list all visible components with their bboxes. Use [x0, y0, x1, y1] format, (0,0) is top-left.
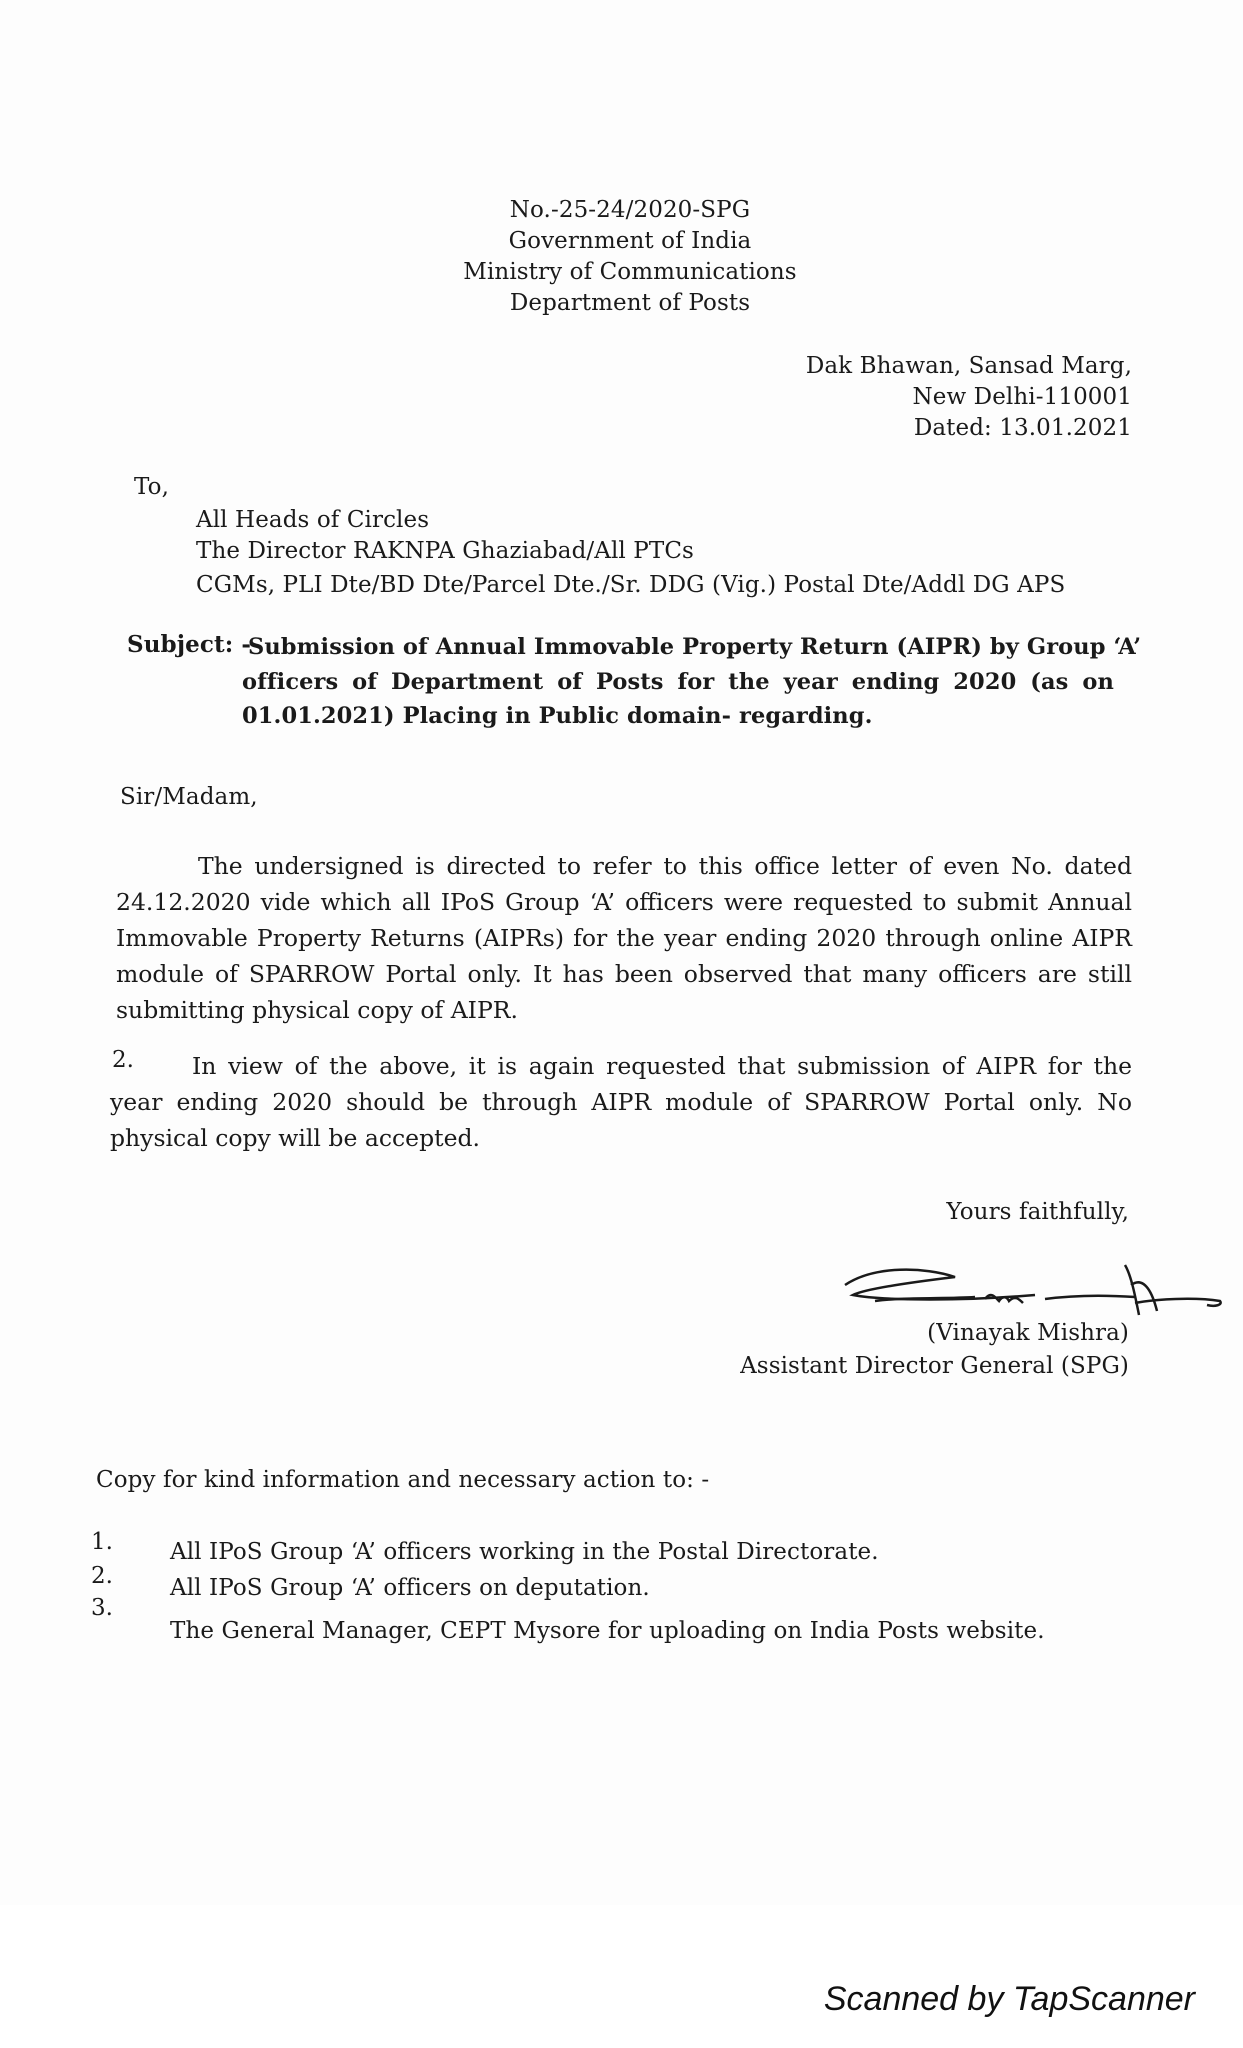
scanner-watermark: Scanned by TapScanner — [823, 1980, 1195, 2018]
subject-line: 01.01.2021) Placing in Public domain- regarding. — [242, 703, 873, 729]
body-paragraph-1-text: The undersigned is directed to refer to this office letter of even No. dated 24.12.2020 vide which all IPoS Group ‘A’ officers were requested to submit Annual Immovable Property Returns (AIPRs) for the year ending 2020 through online AIPR module of SPARROW Portal only. It has been observed that many officers are still submitting physical copy of AIPR. — [116, 852, 1132, 1024]
copy-item-number: 2. — [91, 1563, 113, 1589]
header-department: Department of Posts — [509, 290, 751, 316]
recipient: All Heads of Circles — [196, 507, 430, 533]
paragraph-number: 2. — [112, 1047, 134, 1073]
address-line-1: Dak Bhawan, Sansad Marg, — [805, 353, 1132, 379]
signatory-name: (Vinayak Mishra) — [927, 1320, 1129, 1346]
salutation: Sir/Madam, — [120, 784, 258, 810]
address-line-2: New Delhi-110001 — [912, 384, 1132, 410]
header-government: Government of India — [508, 228, 752, 254]
signatory-designation: Assistant Director General (SPG) — [740, 1353, 1129, 1379]
recipient: CGMs, PLI Dte/BD Dte/Parcel Dte./Sr. DDG (Vig.) Postal Dte/Addl DG APS — [196, 572, 1066, 598]
body-paragraph-2 — [110, 1048, 1132, 1156]
recipient: The Director RAKNPA Ghaziabad/All PTCs — [196, 538, 694, 564]
to-label: To, — [134, 474, 170, 500]
header-ministry: Ministry of Communications — [463, 259, 797, 285]
file-number: No.-25-24/2020-SPG — [509, 197, 751, 223]
letter-date: Dated: 13.01.2021 — [913, 415, 1132, 441]
subject-line: officers of Department of Posts for the year ending 2020 (as on — [242, 669, 1114, 695]
footer-bar — [0, 1905, 1243, 2048]
subject-label: Subject: - — [127, 631, 252, 658]
copy-item-number: 1. — [91, 1529, 113, 1555]
copy-item: The General Manager, CEPT Mysore for uploading on India Posts website. — [170, 1618, 1045, 1644]
copy-item-number: 3. — [91, 1595, 113, 1621]
body-paragraph-2-text: In view of the above, it is again requested that submission of AIPR for the year ending 2020 should be through AIPR module of SPARROW Portal only. No physical copy will be accepted. — [110, 1052, 1132, 1152]
copy-heading: Copy for kind information and necessary action to: - — [96, 1467, 710, 1493]
body-paragraph-1 — [116, 848, 1132, 1028]
yours-faithfully: Yours faithfully, — [946, 1199, 1129, 1225]
copy-item: All IPoS Group ‘A’ officers on deputation. — [170, 1575, 650, 1601]
subject-line: Submission of Annual Immovable Property Return (AIPR) by Group ‘A’ — [248, 634, 1142, 660]
copy-item: All IPoS Group ‘A’ officers working in the Postal Directorate. — [170, 1539, 879, 1565]
